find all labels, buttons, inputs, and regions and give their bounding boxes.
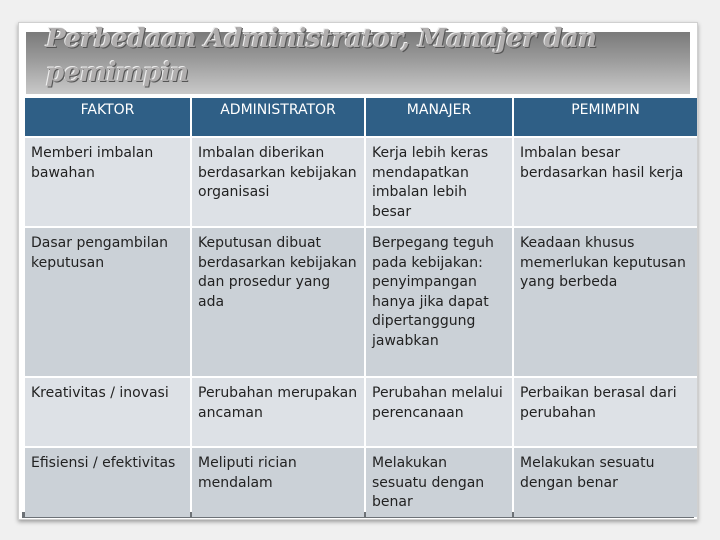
cell-administrator: Perubahan merupakan ancaman [192, 378, 364, 446]
cell-manajer: Perubahan melalui perencanaan [366, 378, 512, 446]
cell-faktor: Efisiensi / efektivitas [25, 448, 190, 517]
table-row [25, 138, 697, 226]
cell-faktor: Kreativitas / inovasi [25, 378, 190, 446]
cell-pemimpin: Imbalan besar berdasarkan hasil kerja [514, 138, 697, 226]
cell-manajer: Melakukan sesuatu dengan benar [366, 448, 512, 517]
slide-title: Perbedaan Administrator, Manajer dan pemimpin [46, 24, 597, 88]
cell-faktor: Memberi imbalan bawahan [25, 138, 190, 226]
cell-faktor: Dasar pengambilan keputusan [25, 228, 190, 376]
header-manajer: MANAJER [366, 98, 512, 136]
cell-pemimpin: Keadaan khusus memerlukan keputusan yang berbeda [514, 228, 697, 376]
comparison-table [23, 96, 699, 519]
header-pemimpin: PEMIMPIN [514, 98, 697, 136]
header-administrator: ADMINISTRATOR [192, 98, 364, 136]
header-faktor: FAKTOR [25, 98, 190, 136]
cell-administrator: Meliputi rician mendalam [192, 448, 364, 517]
table-row [25, 228, 697, 376]
cell-manajer: Kerja lebih keras mendapatkan imbalan lebih besar [366, 138, 512, 226]
cell-pemimpin: Melakukan sesuatu dengan benar [514, 448, 697, 517]
cell-administrator: Keputusan dibuat berdasarkan kebijakan dan prosedur yang ada [192, 228, 364, 376]
cell-manajer: Berpegang teguh pada kebijakan: penyimpangan hanya jika dapat dipertanggung jawabkan [366, 228, 512, 376]
cell-administrator: Imbalan diberikan berdasarkan kebijakan organisasi [192, 138, 364, 226]
table-row [25, 378, 697, 446]
table-row [25, 448, 697, 517]
cell-pemimpin: Perbaikan berasal dari perubahan [514, 378, 697, 446]
header-row [25, 98, 697, 136]
